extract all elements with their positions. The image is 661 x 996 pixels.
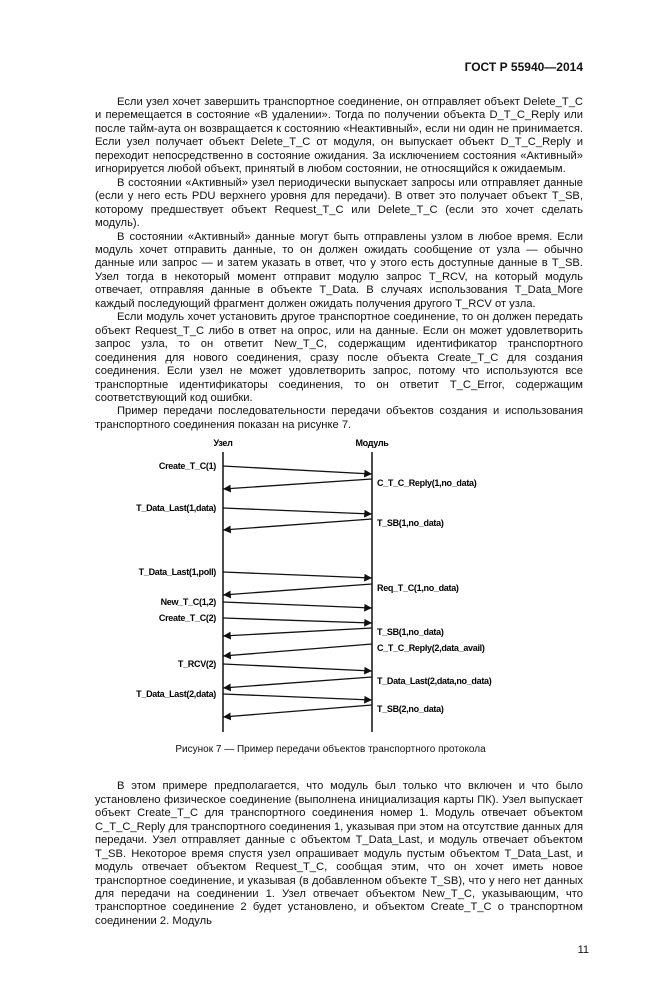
message-arrow [223,705,372,717]
message-label: Create_T_C(1) [158,461,216,472]
message-label: Req_T_C(1,no_data) [377,583,459,594]
message-arrow [223,677,372,688]
message-label: T_SB(1,no_data) [377,518,444,529]
paragraph: Пример передачи последовательности передачи объектов создания и использования транспортного соединения показан на рисунке 7. [95,405,583,431]
paragraph: В этом примере предполагается, что модуль был только что включен и что было установлено физическое соединение (выполнена инициализация карты ПК). Узел выпускает объект Create_T_C для транспортного соединения номер 1. Модуль отвечает объектом C_T_C_Reply для транспортного соединения 1, указывая при этом на отсутствие данных для передачи. Узел отправляет данные с объектом T_Data_Last, и модуль отвечает объектом T_SB. Некоторое время спустя узел опрашивает модуль пустым объектом T_Data_Last, и модуль отвечает объектом Request_T_C, сообщая этим, что он хочет иметь новое транспортное соединение, и указывая (в добавленном объекте T_SB), что у него нет данных для передачи на соединении 1. Узел отвечает объектом New_T_C, указывающим, что транспортное соединение 2 будет установлено, и объектом Create_T_C о транспортном соединении 2. Модуль [95,780,583,927]
section-2 [95,780,583,928]
message-arrow [223,644,372,656]
message-label: Create_T_C(2) [158,613,216,624]
message-arrow [223,508,372,514]
message-label: T_Data_Last(2,data,no_data) [377,676,492,687]
section-1 [95,96,583,432]
sequence-diagram [0,436,661,736]
page-number: 11 [577,944,589,957]
figure [0,436,661,736]
message-label: T_SB(2,no_data) [377,704,444,715]
paragraph: В состоянии «Активный» данные могут быть отправлены узлом в любое время. Если модуль хочет отправить данные, то он должен ожидать сообщение от узла — обычно данные или запрос — и затем указать в ответ, что у этого есть доступные данные в T_SB. Узел тогда в некоторый момент отправит модулю запрос T_RCV, на который модуль отвечает, отправляя данные в объекте T_Data. В случаях использования T_Data_More каждый последующий фрагмент должен ожидать получения другого T_RCV от узла. [95,230,583,310]
lifeline-label-node: Узел [213,438,233,449]
message-label: T_RCV(2) [177,659,216,670]
message-arrow [223,694,372,700]
message-label: T_Data_Last(1,data) [136,503,216,514]
message-arrow [223,664,372,671]
message-arrow [223,519,372,530]
paragraph: Если узел хочет завершить транспортное соединение, он отправляет объект Delete_T_C и перемещается в состояние «В удалении». Тогда по получении объекта D_T_C_Reply или после тайм-аута он возвращается к состоянию «Неактивный», если ни один не принимается. Если узел получает объект Delete_T_C от модуля, он выпускает объект D_T_C_Reply и переходит непосредственно в состояние ожидания. За исключением состояния «Активный» игнорируется любой объект, принятый в любом состоянии, не относящийся к ожидаемым. [95,96,583,176]
message-arrow [223,479,372,489]
paragraph: Если модуль хочет установить другое транспортное соединение, то он должен передать объект Request_T_C либо в ответ на опрос, или на данные. Если он может удовлетворить запрос узла, то он ответит New_T_C, содержащим идентификатор транспортного соединения для нового соединения, сразу после объекта Create_T_C для создания соединения. Если узел не может удовлетворить запрос, потому что используются все транспортные идентификаторы соединения, то он ответит T_C_Error, содержащим соответствующий код ошибки. [95,311,583,404]
message-arrow [223,584,372,595]
message-arrow [223,628,372,636]
figure-caption: Рисунок 7 — Пример передачи объектов транспортного протокола [175,744,486,756]
message-label: C_T_C_Reply(1,no_data) [377,478,477,489]
paragraph: В состоянии «Активный» узел периодически выпускает запросы или отправляет данные (если у него есть PDU верхнего уровня для передачи). В ответ это получает объект T_SB, которому предшествует объект Request_T_C или Delete_T_C (если это хочет сделать модуль). [95,176,583,230]
message-label: T_SB(1,no_data) [377,627,444,638]
document-header: ГОСТ Р 55940—2014 [464,60,583,74]
message-arrow [223,602,372,608]
lifeline-label-module: Модуль [355,438,389,449]
message-arrow [223,466,372,474]
message-arrow [223,618,372,623]
message-label: T_Data_Last(1,poll) [138,567,216,578]
message-label: C_T_C_Reply(2,data_avail) [377,643,485,654]
message-arrow [223,572,372,578]
message-label: T_Data_Last(2,data) [136,689,216,700]
message-label: New_T_C(1,2) [160,597,216,608]
